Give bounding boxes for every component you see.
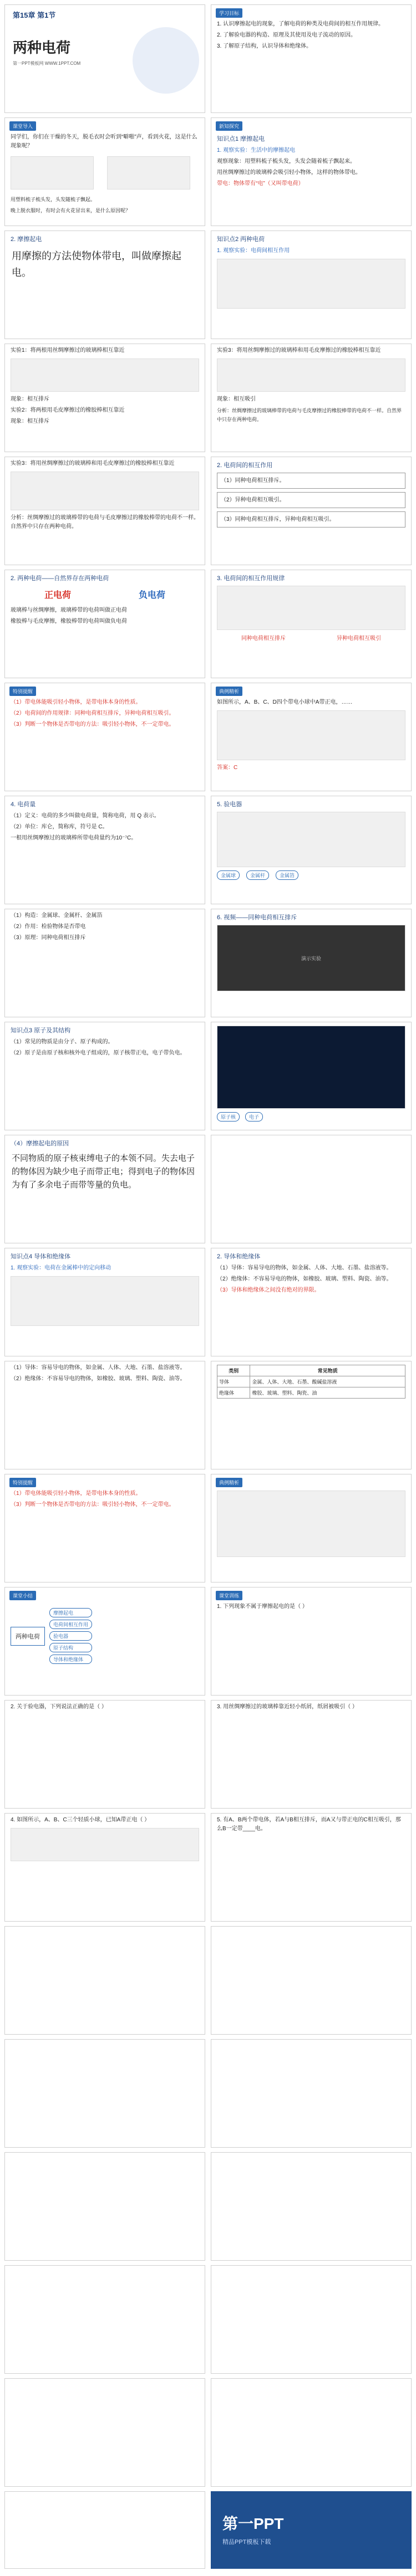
footer-banner[interactable] <box>211 2491 412 2569</box>
practice-q2: 2. 关于验电器，下列说法正确的是（ ） <box>11 1704 107 1710</box>
tip-2: （2）电荷间的作用规律：同种电荷相互排斥，异种电荷相互吸引。 <box>11 710 175 716</box>
s10-slide[interactable] <box>4 1022 205 1130</box>
table-cell: 导体 <box>217 1376 250 1387</box>
exp3b-image <box>11 472 199 510</box>
video-player[interactable]: 演示实验 <box>217 925 405 991</box>
tips-tag: 特别提醒 <box>9 687 36 696</box>
conductor-text-2: （2）绝缘体：不容易导电的物体，如橡胶、玻璃、塑料、陶瓷、油等。 <box>11 1376 186 1382</box>
s11-slide[interactable] <box>4 1135 205 1243</box>
exp2-result: 现象：相互排斥 <box>11 418 49 424</box>
exp1-result: 现象：相互排斥 <box>11 396 49 402</box>
objective-3: 3. 了解原子结构，认识导体和绝缘体。 <box>217 43 312 49</box>
practice-q4: 4. 如图所示，A、B、C三个轻质小球，已知A带正电（ ） <box>11 1817 150 1823</box>
exp1-slide[interactable] <box>4 344 205 452</box>
table-cell: 绝缘体 <box>217 1387 250 1399</box>
s3-point: 知识点2 两种电荷 <box>217 236 265 243</box>
s4-law-2: （2）异种电荷相互吸引。 <box>217 492 405 508</box>
practice-q1: 1. 下列现象不属于摩擦起电的是（ ） <box>217 1604 308 1610</box>
conductor-slide[interactable] <box>4 1361 205 1469</box>
s9-slide[interactable] <box>211 909 412 1017</box>
final-question-slide[interactable] <box>4 2491 205 2569</box>
sweater-image <box>107 156 190 190</box>
s3-slide[interactable] <box>211 231 412 339</box>
summary-slide[interactable] <box>4 1587 205 1696</box>
s8-detail-slide[interactable] <box>4 909 205 1017</box>
summary-node: 验电器 <box>49 1631 92 1641</box>
table-header-0: 类别 <box>217 1365 250 1376</box>
electroscope-image <box>217 812 405 867</box>
summary-node: 导体和绝缘体 <box>49 1655 92 1664</box>
s12-point: 知识点4 导体和绝缘体 <box>11 1253 71 1260</box>
s8-text-3: （3）原理：同种电荷相互排斥 <box>11 935 86 941</box>
s1-slide[interactable] <box>211 117 412 226</box>
s10-point: 知识点3 原子及其结构 <box>11 1027 71 1034</box>
ex2-tag: 典例精析 <box>216 1478 242 1487</box>
tip-3: （3）判断一个物体是否带电的方法：吸引轻小物体，不一定带电。 <box>11 721 175 728</box>
repel-label: 同种电荷相互排斥 <box>241 636 286 642</box>
s13-text-3: （3）导体和绝缘体之间没有绝对的界限。 <box>217 1287 320 1293</box>
s8-title: 5. 验电器 <box>217 801 242 808</box>
practice-8-slide[interactable] <box>4 2039 205 2148</box>
brand-text: 第一PPT模板网 WWW.1PPT.COM <box>13 61 81 66</box>
atom-slide[interactable] <box>211 1022 412 1130</box>
practice-6-slide[interactable] <box>4 1926 205 2035</box>
conductor-text-1: （1）导体：容易导电的物体，如金属、人体、大地、石墨、盐溶液等。 <box>11 1365 186 1371</box>
s1-text-2: 用丝绸摩擦过的玻璃棒会吸引轻小物体，这样的物体带电。 <box>217 170 361 176</box>
exp3b-text: 实验3：将用丝绸摩擦过的玻璃棒和用毛皮摩擦过的橡胶棒相互靠近 <box>11 460 175 467</box>
intro-caption: 用塑料梳子梳头发，头发随梳子飘起。 <box>11 197 96 202</box>
s2-head: 2. 摩擦起电 <box>11 236 42 243</box>
summary-node: 原子结构 <box>49 1643 92 1652</box>
practice-tag: 课堂训练 <box>216 1591 242 1600</box>
practice-3-slide[interactable] <box>211 1700 412 1809</box>
practice-9-slide[interactable] <box>211 2039 412 2148</box>
s7-slide[interactable] <box>4 796 205 904</box>
s6-title: 3. 电荷间的相互作用规律 <box>217 575 285 582</box>
intro-tag: 课堂导入 <box>9 121 36 131</box>
exp-analysis: 分析：丝绸摩擦过的玻璃棒带的电荷与毛皮摩擦过的橡胶棒带的电荷不一样。自然界中只存在两种电荷。 <box>217 408 402 422</box>
practice-1-slide[interactable] <box>211 1587 412 1696</box>
ex1-answer: 答案：C <box>217 765 238 771</box>
exp2-text: 实验2：将两根用毛皮摩擦过的橡胶棒相互靠近 <box>11 407 125 413</box>
footer-slogan: 精品PPT模板下载 <box>222 2539 271 2546</box>
tips-2-tag: 特别提醒 <box>9 1478 36 1487</box>
s10-text-2: （2）原子是由原子核和核外电子组成的，原子核带正电，电子带负电。 <box>11 1050 186 1056</box>
s11-text: 不同物质的原子核束缚电子的本领不同。失去电子的物体因为缺少电子而带正电；得到电子的物体因为有了多余电子而带等量的负电。 <box>12 1154 195 1190</box>
s5-title: 2. 两种电荷——自然界存在两种电荷 <box>11 575 109 582</box>
s13-text-2: （2）绝缘体：不容易导电的物体，如橡胶、玻璃、塑料、陶瓷、油等。 <box>217 1276 392 1282</box>
practice-12-slide[interactable] <box>4 2265 205 2374</box>
s11-title: （4）摩擦起电的原因 <box>11 1140 69 1147</box>
s2-definition: 用摩擦的方法使物体带电，叫做摩擦起电。 <box>12 250 181 278</box>
intro-slide[interactable] <box>4 117 205 226</box>
objective-1: 1. 认识摩擦起电的现象，了解电荷的种类及电荷间的相互作用规律。 <box>217 21 384 27</box>
atom-image <box>217 1026 405 1109</box>
cover-title: 两种电荷 <box>13 39 71 56</box>
exp3-text: 实验3：将用丝绸摩擦过的玻璃棒和用毛皮摩擦过的橡胶棒相互靠近 <box>217 347 381 354</box>
exp2-slide[interactable] <box>211 344 412 452</box>
s4-law-1: （1）同种电荷相互排斥。 <box>217 473 405 489</box>
s8-slide[interactable] <box>211 796 412 904</box>
practice-q5: 5. 有A、B两个带电体，若A与B相互排斥，而A又与带正电的C相互吸引，那么B一定带____电。 <box>217 1817 401 1832</box>
practice-13-slide[interactable] <box>211 2265 412 2374</box>
s6-slide[interactable] <box>211 570 412 678</box>
tips-slide[interactable] <box>4 683 205 791</box>
practice-2-slide[interactable] <box>4 1700 205 1809</box>
practice-5-slide[interactable] <box>211 1813 412 1922</box>
s7-text-2: （2）单位：库仑，简称库，符号是 C。 <box>11 824 108 830</box>
s12-sub: 1. 观察实验：电荷在金属棒中的定向移动 <box>11 1265 111 1271</box>
s13-text-1: （1）导体：容易导电的物体，如金属、人体、大地、石墨、盐溶液等。 <box>217 1265 392 1271</box>
table-slide[interactable] <box>211 1361 412 1469</box>
electroscope-label-foil: 金属箔 <box>276 870 298 880</box>
s3-sub: 1. 观察实验：电荷间相互作用 <box>217 248 290 254</box>
summary-center: 两种电荷 <box>11 1627 45 1646</box>
s3-experiment-image <box>217 259 405 309</box>
cover-slide[interactable] <box>4 4 205 113</box>
summary-node: 电荷间相互作用 <box>49 1620 92 1629</box>
tip-2-2: （3）判断一个物体是否带电的方法：吸引轻小物体，不一定带电。 <box>11 1502 175 1508</box>
atom-label-nucleus: 原子核 <box>217 1112 240 1121</box>
s2-slide[interactable] <box>4 231 205 339</box>
ex1-image <box>217 710 405 760</box>
attract-label: 异种电荷相互吸引 <box>337 636 381 642</box>
s6-image <box>217 586 405 630</box>
s7-text-3: 一根用丝绸摩擦过的玻璃棒所带电荷量约为10⁻⁷C。 <box>11 835 137 841</box>
s5-text-2: 橡胶棒与毛皮摩擦，橡胶棒带的电荷叫做负电荷 <box>11 618 127 624</box>
s4-title: 2. 电荷间的相互作用 <box>217 462 273 469</box>
practice-14-slide[interactable] <box>4 2378 205 2487</box>
ex1-slide[interactable] <box>211 683 412 791</box>
practice-11-slide[interactable] <box>211 2152 412 2261</box>
negative-charge-label: 负电荷 <box>138 591 165 600</box>
practice-7-slide[interactable] <box>211 1926 412 2035</box>
practice-q4-image <box>11 1828 199 1861</box>
electroscope-label-rod: 金属杆 <box>246 870 269 880</box>
table-header-1: 常见物质 <box>250 1365 405 1376</box>
tip-2-1: （1）带电体能吸引轻小物体，是带电体本身的性质。 <box>11 1491 141 1497</box>
practice-15-slide[interactable] <box>211 2378 412 2487</box>
intro-question: 同学们，你们在干燥的冬天，脱毛衣时会听到“噼啪”声，看到火花，这是什么现象呢？ <box>11 134 197 149</box>
s8-text-1: （1）构造：金属球、金属杆、金属箔 <box>11 913 103 919</box>
atom-label-electron: 电子 <box>245 1112 263 1121</box>
s1-text-3: 带电：物体带有“电”（又叫带电荷） <box>217 181 304 187</box>
practice-10-slide[interactable] <box>4 2152 205 2261</box>
tips-2-slide[interactable] <box>4 1474 205 1583</box>
exp3b-analysis: 分析：丝绸摩擦过的玻璃棒带的电荷与毛皮摩擦过的橡胶棒带的电荷不一样。自然界中只存在两种电荷。 <box>11 515 199 530</box>
electroscope-label-ball: 金属球 <box>217 870 240 880</box>
cover-decoration <box>133 27 199 94</box>
s13-slide[interactable] <box>211 1248 412 1356</box>
objectives-tag: 学习目标 <box>216 8 242 18</box>
s7-text-1: （1）定义：电荷的多少叫做电荷量，简称电荷，用 Q 表示。 <box>11 813 160 819</box>
s1-sub: 1. 观察实验：生活中的摩擦起电 <box>217 147 296 153</box>
summary-tag: 课堂小结 <box>9 1591 36 1600</box>
ex2-slide[interactable] <box>211 1474 412 1583</box>
objective-2: 2. 了解验电器的构造、原理及其使用及电子流动的原因。 <box>217 32 357 38</box>
s1-tag: 新知探究 <box>216 121 242 131</box>
exp1-text: 实验1：将两根用丝绸摩擦过的玻璃棒相互靠近 <box>11 347 125 354</box>
s4-slide[interactable] <box>211 457 412 565</box>
s10-text-1: （1）常见的物质是由分子、原子构成的。 <box>11 1039 114 1045</box>
s5-slide[interactable] <box>4 570 205 678</box>
table-cell: 橡胶、玻璃、塑料、陶瓷、油 <box>250 1387 405 1399</box>
chapter-label: 第15章 第1节 <box>13 11 56 19</box>
intro-caption-2: 晚上脱衣服时，有时会有火花冒出来，是什么原因呢？ <box>11 208 131 213</box>
s5-text-1: 玻璃棒与丝绸摩擦，玻璃棒带的电荷叫做正电荷 <box>11 607 127 613</box>
practice-q3: 3. 用丝绸摩擦过的玻璃棒靠近轻小纸屑，纸屑被吸引（ ） <box>217 1704 358 1710</box>
exp3-result: 现象：相互吸引 <box>217 396 256 402</box>
exp1-image <box>11 359 199 392</box>
s8-text-2: （2）作用：检验物体是否带电 <box>11 924 86 930</box>
s9-title: 6. 视频——同种电荷相互排斥 <box>217 914 297 921</box>
s12-slide[interactable] <box>4 1248 205 1356</box>
conductor-table <box>217 1365 405 1399</box>
ex1-tag: 典例精析 <box>216 687 242 696</box>
s1-text-1: 观察现象：用塑料梳子梳头发，头发会随着梳子飘起来。 <box>217 158 356 165</box>
practice-4-slide[interactable] <box>4 1813 205 1922</box>
table-cell: 金属、人体、大地、石墨、酸碱盐溶液 <box>250 1376 405 1387</box>
s7-title: 4. 电荷量 <box>11 801 36 808</box>
summary-node: 摩擦起电 <box>49 1608 92 1617</box>
comb-hair-image <box>11 156 94 190</box>
s4-note: （3）同种电荷相互排斥，异种电荷相互吸引。 <box>217 511 405 528</box>
ex1-question: 如图所示，A、B、C、D四个带电小球中A带正电，…… <box>217 699 353 705</box>
positive-charge-label: 正电荷 <box>44 591 71 600</box>
s3b-slide[interactable] <box>4 457 205 565</box>
s13-title: 2. 导体和绝缘体 <box>217 1253 261 1260</box>
s1-point: 知识点1 摩擦起电 <box>217 136 265 142</box>
blank-slide-1[interactable] <box>211 1135 412 1243</box>
footer-logo: 第一PPT <box>222 2515 284 2532</box>
objectives-slide[interactable] <box>211 4 412 113</box>
tip-1: （1）带电体能吸引轻小物体，是带电体本身的性质。 <box>11 699 141 705</box>
ex2-image <box>217 1491 405 1557</box>
exp3-image <box>217 359 405 392</box>
s12-image <box>11 1276 199 1326</box>
